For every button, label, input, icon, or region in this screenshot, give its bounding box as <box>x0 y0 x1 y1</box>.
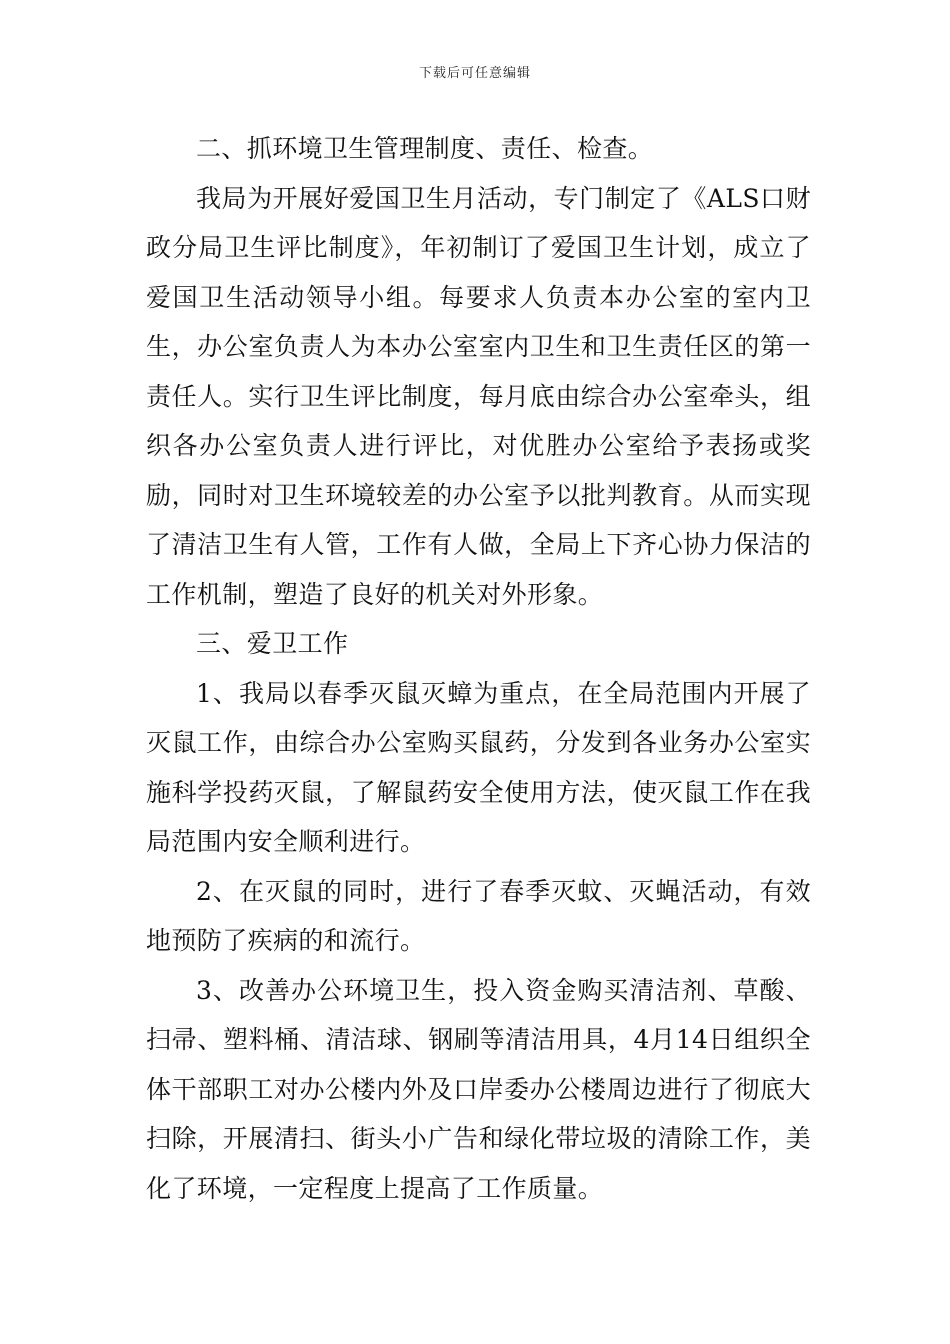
section-heading-2: 二、抓环境卫生管理制度、责任、检查。 <box>196 134 654 163</box>
paragraph-management-system: 我局为开展好爱国卫生月活动，专门制定了《ALS口财政分局卫生评比制度》，年初制订了爱国卫生计划，成立了爱国卫生活动领导小组。每要求人负责本办公室的室内卫生，办公室负责人为本办公室室内卫生和卫生责任区的第一责任人。实行卫生评比制度，每月底由综合办公室牵头，组织各办公室负责人进行评比，对优胜办公室给予表扬或奖励，同时对卫生环境较差的办公室予以批判教育。从而实现了清洁卫生有人管，工作有人做，全局上下齐心协力保洁的工作机制，塑造了良好的机关对外形象。 <box>146 183 811 609</box>
paragraph-item-1: 1、我局以春季灭鼠灭蟑为重点，在全局范围内开展了灭鼠工作，由综合办公室购买鼠药，分发到各业务办公室实施科学投药灭鼠，了解鼠药安全使用方法，使灭鼠工作在我局范围内安全顺利进行。 <box>146 678 811 856</box>
paragraph-item-2: 2、在灭鼠的同时，进行了春季灭蚊、灭蝇活动，有效地预防了疾病的和流行。 <box>146 876 811 955</box>
page-header: 下载后可任意编辑 <box>418 66 531 81</box>
document-body <box>146 124 811 1213</box>
paragraph-item-3: 3、改善办公环境卫生，投入资金购买清洁剂、草酸、扫帚、塑料桶、清洁球、钢刷等清洁用具，4月14日组织全体干部职工对办公楼内外及口岸委办公楼周边进行了彻底大扫除，开展清扫、街头小广告和绿化带垃圾的清除工作，美化了环境，一定程度上提高了工作质量。 <box>146 975 811 1203</box>
section-heading-3: 三、爱卫工作 <box>196 629 349 658</box>
